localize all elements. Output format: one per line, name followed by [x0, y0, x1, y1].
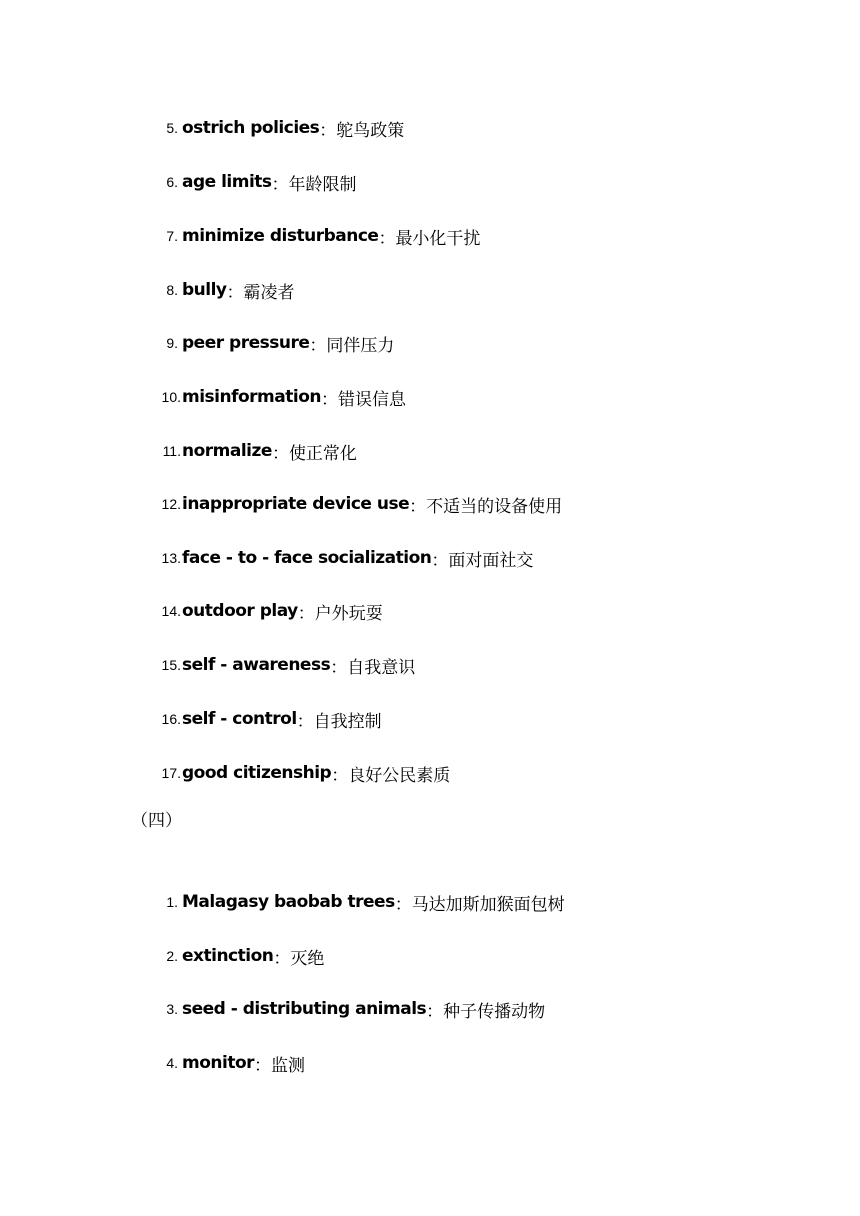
item-number: 15. — [161, 657, 181, 673]
list-item — [0, 490, 562, 518]
list-item — [0, 1049, 305, 1077]
item-number: 13. — [161, 550, 181, 566]
item-number: 8. — [166, 282, 178, 298]
item-meaning: 良好公民素质 — [348, 765, 451, 786]
item-term: ostrich policies — [182, 118, 320, 138]
item-separator: ： — [226, 282, 244, 303]
item-separator: ： — [394, 894, 412, 915]
list-item — [0, 222, 480, 250]
item-term: extinction — [182, 946, 274, 966]
item-term: age limits — [182, 172, 272, 192]
item-term: monitor — [182, 1053, 255, 1073]
item-number: 1. — [166, 894, 178, 910]
item-term: face - to - face socialization — [182, 548, 432, 568]
section-heading: （四） — [131, 810, 182, 831]
item-number: 16. — [161, 711, 181, 727]
item-number: 7. — [166, 228, 178, 244]
item-meaning: 监测 — [271, 1055, 306, 1076]
item-separator: ： — [426, 1001, 444, 1022]
item-term: self - control — [182, 709, 297, 729]
item-meaning: 最小化干扰 — [395, 228, 481, 249]
list-item — [0, 597, 383, 625]
item-separator: ： — [297, 603, 315, 624]
item-meaning: 马达加斯加猴面包树 — [411, 894, 565, 915]
item-separator: ： — [409, 496, 427, 517]
list-item — [0, 759, 450, 787]
item-number: 10. — [161, 389, 181, 405]
item-meaning: 不适当的设备使用 — [426, 496, 563, 517]
item-term: seed - distributing animals — [182, 999, 427, 1019]
item-meaning: 鸵鸟政策 — [336, 120, 405, 141]
item-separator: ： — [271, 443, 289, 464]
item-meaning: 灭绝 — [290, 948, 325, 969]
list-item — [0, 276, 295, 304]
item-number: 11. — [162, 443, 181, 459]
item-separator: ： — [271, 174, 289, 195]
item-separator: ： — [309, 335, 327, 356]
item-separator: ： — [273, 948, 291, 969]
item-term: self - awareness — [182, 655, 331, 675]
item-number: 5. — [166, 120, 178, 136]
item-term: misinformation — [182, 387, 321, 407]
item-meaning: 错误信息 — [337, 389, 406, 410]
item-meaning: 同伴压力 — [326, 335, 395, 356]
item-number: 17. — [161, 765, 181, 781]
item-term: outdoor play — [182, 601, 298, 621]
item-meaning: 自我控制 — [313, 711, 382, 732]
item-term: minimize disturbance — [182, 226, 379, 246]
item-number: 3. — [166, 1001, 178, 1017]
item-term: peer pressure — [182, 333, 310, 353]
item-meaning: 面对面社交 — [448, 550, 534, 571]
item-meaning: 自我意识 — [347, 657, 416, 678]
item-meaning: 霸凌者 — [243, 282, 295, 303]
item-separator: ： — [296, 711, 314, 732]
item-number: 6. — [166, 174, 178, 190]
item-meaning: 年龄限制 — [288, 174, 357, 195]
item-separator: ： — [330, 657, 348, 678]
list-item — [0, 437, 357, 465]
list-item — [0, 651, 415, 679]
item-term: normalize — [182, 441, 272, 461]
item-separator: ： — [319, 120, 337, 141]
item-separator: ： — [331, 765, 349, 786]
item-number: 4. — [166, 1055, 178, 1071]
list-item — [0, 544, 533, 572]
list-item — [0, 114, 404, 142]
item-number: 9. — [166, 335, 178, 351]
list-item — [0, 329, 394, 357]
item-separator: ： — [254, 1055, 272, 1076]
item-meaning: 户外玩耍 — [314, 603, 383, 624]
item-term: bully — [182, 280, 227, 300]
list-item — [0, 942, 324, 970]
item-term: good citizenship — [182, 763, 332, 783]
item-number: 2. — [166, 948, 178, 964]
item-separator: ： — [378, 228, 396, 249]
item-separator: ： — [320, 389, 338, 410]
list-item — [0, 383, 406, 411]
list-item — [0, 888, 565, 916]
item-meaning: 种子传播动物 — [443, 1001, 546, 1022]
list-item — [0, 995, 545, 1023]
item-term: inappropriate device use — [182, 494, 410, 514]
item-separator: ： — [431, 550, 449, 571]
item-meaning: 使正常化 — [288, 443, 357, 464]
list-item — [0, 168, 357, 196]
item-number: 14. — [161, 603, 181, 619]
item-number: 12. — [161, 496, 181, 512]
list-item — [0, 705, 382, 733]
item-term: Malagasy baobab trees — [182, 892, 395, 912]
